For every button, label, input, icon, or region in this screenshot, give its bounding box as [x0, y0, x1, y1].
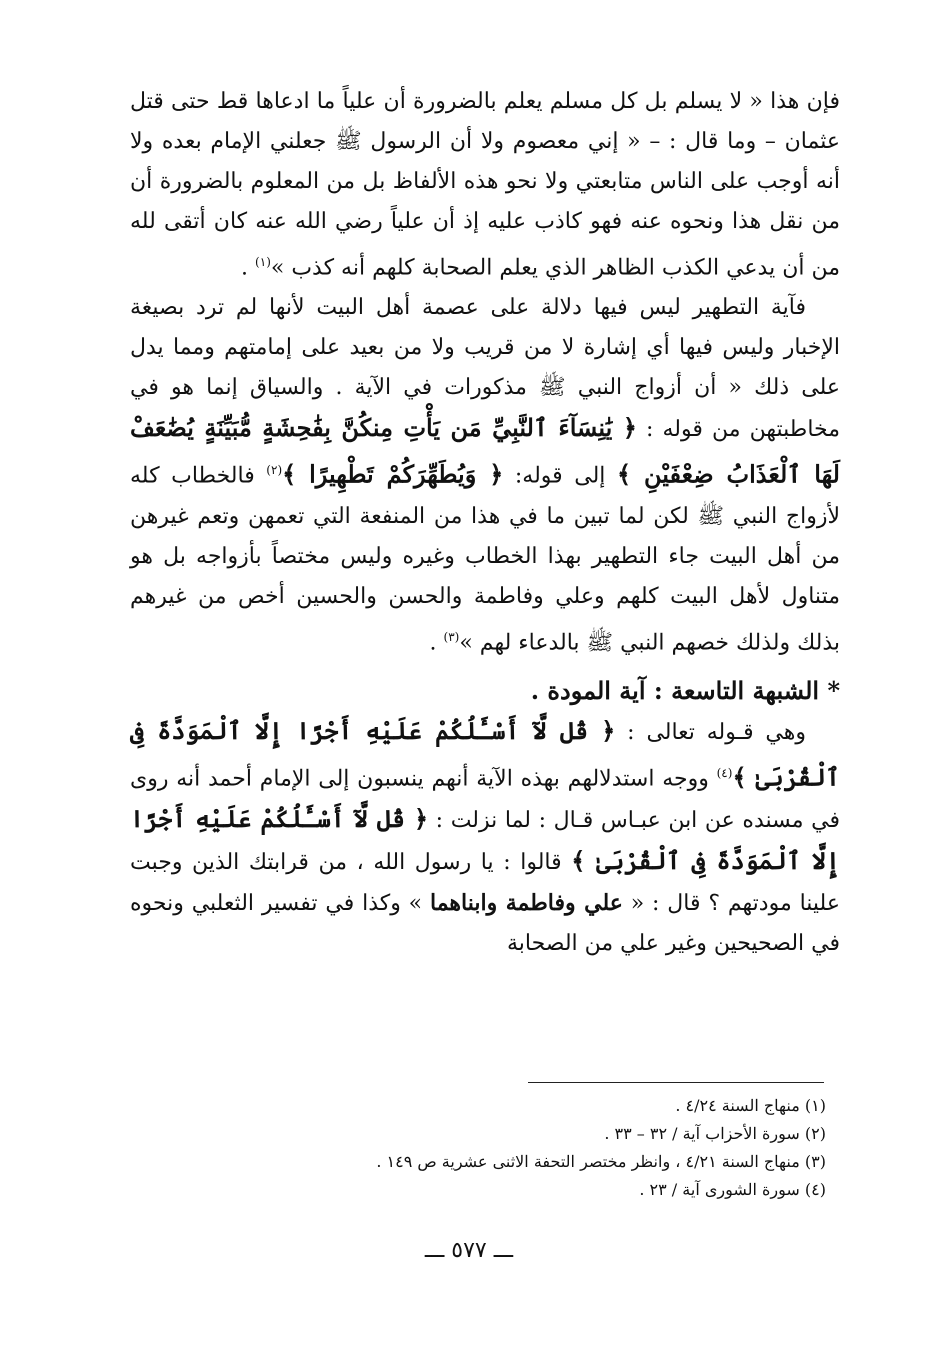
paragraph-2: [130, 288, 840, 663]
footnote-1: (١) منهاج السنة ٤/٢٤ .: [675, 1096, 826, 1115]
paragraph-2-end: .: [429, 629, 444, 655]
paragraph-3-text-c: قالوا : يا رسول الله ، من قرابتك الذين وجبت علينا مودتهم ؟ قال : «: [130, 850, 840, 917]
footnote-3: (٣) منهاج السنة ٤/٢١ ، وانظر مختصر التحفة الاثنى عشرية ص ١٤٩ .: [376, 1152, 826, 1171]
paragraph-3: [130, 711, 840, 964]
paragraph-1-end: .: [241, 255, 256, 281]
quran-verse-1: ﴿ يَٰنِسَآءَ ٱلنَّبِيِّ مَن يَأْتِ مِنكُنَّ بِفَٰحِشَةٍ مُّبَيِّنَةٍ يُضَٰعَفْ لَهَا ٱلْعَذَابُ ضِعْفَيْنِ ﴾: [130, 413, 840, 489]
paragraph-3-text-a: وهي قـوله تعالى :: [615, 719, 806, 745]
footnote-divider: [528, 1082, 824, 1083]
footnote-ref-4: (٤): [716, 765, 733, 780]
quran-verse-4: ﴿ قُل لَّآ أَسْـَٔلُكُمْ عَلَيْهِ أَجْرًا إِلَّا ٱلْمَوَدَّةَ فِى ٱلْقُرْبَىٰ ﴾: [130, 804, 840, 876]
hadith-answer: علي وفاطمة وابناهما: [430, 890, 623, 917]
paragraph-2-text-b: إلى قوله:: [503, 463, 617, 489]
paragraph-3-text-b: ووجه استدلالهم بهذه الآية أنهم ينسبون إلى الإمام أحمد أنه روى في مسنده عن ابن عبـاس قـال : لما نزلت :: [130, 766, 841, 834]
main-text: [130, 82, 840, 964]
footnote-ref-3: (٣): [443, 629, 460, 644]
footnote-ref-1: (١): [255, 255, 271, 269]
footnotes: [266, 1092, 826, 1204]
footnote-2: (٢) سورة الأحزاب آية / ٣٢ – ٣٣ .: [604, 1124, 826, 1143]
paragraph-2-text-a: فآية التطهير ليس فيها دلالة على عصمة أهل البيت لأنها لم ترد بصيغة الإخبار وليس فيها أي إشارة لا من قريب ولا من بعيد على إمامتهم ومما يدل على ذلك « أن أزواج النبي ﷺ مذكورات في الآية . والسياق إنما هو في مخاطبتهن من قوله :: [130, 295, 841, 443]
paragraph-3-text-d: » وكذا في تفسير الثعلبي ونحوه في الصحيحين وغير علي من الصحابة: [130, 891, 840, 957]
quran-verse-2: ﴿ وَيُطَهِّرَكُمْ تَطْهِيرًا ﴾: [282, 459, 504, 489]
quran-verse-3: ﴿ قُل لَّآ أَسْـَٔلُكُمْ عَلَيْهِ أَجْرًا إِلَّا ٱلْمَوَدَّةَ فِى ٱلْقُرْبَىٰ ﴾: [130, 715, 840, 792]
paragraph-2-text-c: فالخطاب كله لأزواج النبي ﷺ لكن لما تبين ما في هذا من المنفعة التي تعمهن وتعم غيرهن من أهل البيت جاء التطهير بهذا الخطاب وغيره وليس مختصاً بأزواجه بل هو متناول لأهل البيت كلهم وعلي وفاطمة والحسن والحسين أخص من غيرهم بذلك ولذلك خصهم النبي ﷺ بالدعاء لهم »: [130, 463, 840, 655]
section-heading: * الشبهة التاسعة : آية المودة .: [530, 675, 840, 705]
paragraph-1: [130, 82, 840, 288]
page-number: ـــ ٥٧٧ ـــ: [424, 1238, 514, 1263]
footnote-4: (٤) سورة الشورى آية / ٢٣ .: [639, 1180, 826, 1199]
footnote-ref-2: (٢): [266, 463, 283, 478]
paragraph-1-text: فإن هذا « لا يسلم بل كل مسلم يعلم بالضرورة أن علياً ما ادعاها قط حتى قتل عثمان – وما قال : – « إني معصوم ولا أن الرسول ﷺ جعلني الإمام بعده ولا أنه أوجب على الناس متابعتي ولا نحو هذه الألفاظ بل من المعلوم بالضرورة أن من نقل هذا ونحوه عنه فهو كاذب عليه إذ أن علياً رضي الله عنه كان أتقى لله من أن يدعي الكذب الظاهر الذي يعلم الصحابة كلهم أنه كذب »: [130, 89, 840, 281]
